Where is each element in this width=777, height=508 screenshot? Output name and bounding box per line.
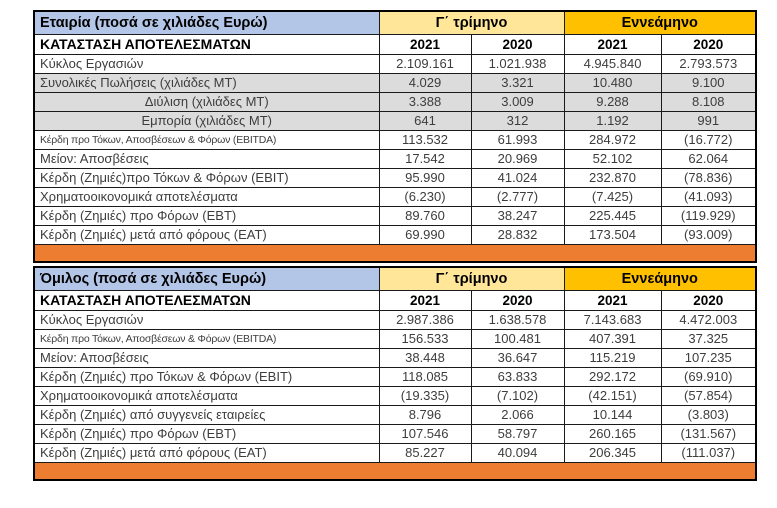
cell-value: 156.533 <box>379 329 471 348</box>
cell-value: (2.777) <box>471 187 564 206</box>
cell-value: 17.542 <box>379 149 471 168</box>
table-row <box>34 54 756 73</box>
cell-value: 2.793.573 <box>661 54 756 73</box>
cell-value: (3.803) <box>661 405 756 424</box>
table-row <box>34 111 756 130</box>
cell-value: 991 <box>661 111 756 130</box>
cell-value: 3.321 <box>471 73 564 92</box>
row-label: Κέρδη (Ζημιές) προ Τόκων & Φόρων (EBIT) <box>34 367 379 386</box>
table-row <box>34 310 756 329</box>
table-row <box>34 424 756 443</box>
cell-value: 38.247 <box>471 206 564 225</box>
cell-value: 1.638.578 <box>471 310 564 329</box>
table-row <box>34 443 756 462</box>
cell-value: 36.647 <box>471 348 564 367</box>
cell-value: (131.567) <box>661 424 756 443</box>
cell-value: 232.870 <box>564 168 661 187</box>
orange-divider <box>34 244 756 262</box>
row-label: Χρηματοοικονομικά αποτελέσματα <box>34 187 379 206</box>
table-header-row <box>34 267 756 290</box>
cell-value: 89.760 <box>379 206 471 225</box>
row-label: Κύκλος Εργασιών <box>34 54 379 73</box>
group-results-table <box>33 266 757 481</box>
table-row <box>34 386 756 405</box>
cell-value: 4.945.840 <box>564 54 661 73</box>
year-header: 2020 <box>471 34 564 54</box>
cell-value: 63.833 <box>471 367 564 386</box>
table-row <box>34 367 756 386</box>
cell-value: (41.093) <box>661 187 756 206</box>
cell-value: 641 <box>379 111 471 130</box>
cell-value: 107.235 <box>661 348 756 367</box>
cell-value: 115.219 <box>564 348 661 367</box>
cell-value: 2.066 <box>471 405 564 424</box>
cell-value: (78.836) <box>661 168 756 187</box>
cell-value: 9.100 <box>661 73 756 92</box>
cell-value: 38.448 <box>379 348 471 367</box>
cell-value: 28.832 <box>471 225 564 244</box>
year-header-row <box>34 34 756 54</box>
cell-value: (57.854) <box>661 386 756 405</box>
cell-value: 41.024 <box>471 168 564 187</box>
cell-value: 2.109.161 <box>379 54 471 73</box>
table-row <box>34 225 756 244</box>
cell-value: 206.345 <box>564 443 661 462</box>
cell-value: 95.990 <box>379 168 471 187</box>
row-label: Μείον: Αποσβέσεις <box>34 348 379 367</box>
row-label: Διύλιση (χιλιάδες ΜΤ) <box>34 92 379 111</box>
cell-value: 69.990 <box>379 225 471 244</box>
orange-divider-row <box>34 244 756 262</box>
year-header: 2020 <box>471 290 564 310</box>
cell-value: 37.325 <box>661 329 756 348</box>
row-label: Κέρδη (Ζημιές) μετά από φόρους (EAT) <box>34 443 379 462</box>
cell-value: 10.480 <box>564 73 661 92</box>
cell-value: (7.102) <box>471 386 564 405</box>
cell-value: 260.165 <box>564 424 661 443</box>
cell-value: 107.546 <box>379 424 471 443</box>
cell-value: 9.288 <box>564 92 661 111</box>
income-statement-header: ΚΑΤΑΣΤΑΣΗ ΑΠΟΤΕΛΕΣΜΑΤΩΝ <box>34 34 379 54</box>
cell-value: 8.108 <box>661 92 756 111</box>
cell-value: (119.929) <box>661 206 756 225</box>
cell-value: 8.796 <box>379 405 471 424</box>
row-label: Κέρδη προ Τόκων, Αποσβέσεων & Φόρων (EBITDA) <box>34 329 379 348</box>
row-label: Κέρδη (Ζημιές) μετά από φόρους (EAT) <box>34 225 379 244</box>
table-row <box>34 405 756 424</box>
row-label: Κέρδη (Ζημιές) από συγγενείς εταιρείες <box>34 405 379 424</box>
cell-value: (7.425) <box>564 187 661 206</box>
cell-value: (16.772) <box>661 130 756 149</box>
row-label: Συνολικές Πωλήσεις (χιλιάδες ΜΤ) <box>34 73 379 92</box>
year-header: 2020 <box>661 34 756 54</box>
cell-value: 173.504 <box>564 225 661 244</box>
cell-value: 1.021.938 <box>471 54 564 73</box>
company-results-table <box>33 10 757 263</box>
cell-value: 10.144 <box>564 405 661 424</box>
cell-value: 2.987.386 <box>379 310 471 329</box>
cell-value: 312 <box>471 111 564 130</box>
period-header-q3: Γ΄ τρίμηνο <box>379 267 564 290</box>
year-header-row <box>34 290 756 310</box>
cell-value: 225.445 <box>564 206 661 225</box>
table-row <box>34 187 756 206</box>
cell-value: (19.335) <box>379 386 471 405</box>
period-header-ninemonth: Εννεάμηνο <box>564 267 756 290</box>
orange-divider <box>34 462 756 480</box>
cell-value: (93.009) <box>661 225 756 244</box>
entity-title: Εταιρία (ποσά σε χιλιάδες Ευρώ) <box>34 11 379 34</box>
row-label: Κύκλος Εργασιών <box>34 310 379 329</box>
year-header: 2021 <box>379 34 471 54</box>
period-header-ninemonth: Εννεάμηνο <box>564 11 756 34</box>
cell-value: 61.993 <box>471 130 564 149</box>
orange-divider-row <box>34 462 756 480</box>
row-label: Εμπορία (χιλιάδες ΜΤ) <box>34 111 379 130</box>
table-row <box>34 73 756 92</box>
year-header: 2021 <box>564 34 661 54</box>
cell-value: 40.094 <box>471 443 564 462</box>
cell-value: 100.481 <box>471 329 564 348</box>
cell-value: 4.029 <box>379 73 471 92</box>
table-row <box>34 149 756 168</box>
row-label: Κέρδη (Ζημιές) προ Φόρων (EBT) <box>34 424 379 443</box>
table-row <box>34 168 756 187</box>
cell-value: 7.143.683 <box>564 310 661 329</box>
cell-value: 4.472.003 <box>661 310 756 329</box>
table-row <box>34 92 756 111</box>
cell-value: 1.192 <box>564 111 661 130</box>
period-header-q3: Γ΄ τρίμηνο <box>379 11 564 34</box>
cell-value: 3.009 <box>471 92 564 111</box>
year-header: 2021 <box>379 290 471 310</box>
entity-title: Όμιλος (ποσά σε χιλιάδες Ευρώ) <box>34 267 379 290</box>
cell-value: 3.388 <box>379 92 471 111</box>
row-label: Κέρδη (Ζημιές) προ Φόρων (EBT) <box>34 206 379 225</box>
cell-value: 62.064 <box>661 149 756 168</box>
table-header-row <box>34 11 756 34</box>
cell-value: 20.969 <box>471 149 564 168</box>
cell-value: 58.797 <box>471 424 564 443</box>
cell-value: 52.102 <box>564 149 661 168</box>
table-row <box>34 206 756 225</box>
cell-value: 113.532 <box>379 130 471 149</box>
cell-value: (6.230) <box>379 187 471 206</box>
cell-value: 85.227 <box>379 443 471 462</box>
table-row <box>34 348 756 367</box>
cell-value: (42.151) <box>564 386 661 405</box>
cell-value: 284.972 <box>564 130 661 149</box>
cell-value: (111.037) <box>661 443 756 462</box>
cell-value: 292.172 <box>564 367 661 386</box>
row-label: Χρηματοοικονομικά αποτελέσματα <box>34 386 379 405</box>
row-label: Μείον: Αποσβέσεις <box>34 149 379 168</box>
table-row <box>34 329 756 348</box>
cell-value: 407.391 <box>564 329 661 348</box>
year-header: 2020 <box>661 290 756 310</box>
year-header: 2021 <box>564 290 661 310</box>
cell-value: (69.910) <box>661 367 756 386</box>
row-label: Κέρδη προ Τόκων, Αποσβέσεων & Φόρων (EBITDA) <box>34 130 379 149</box>
cell-value: 118.085 <box>379 367 471 386</box>
row-label: Κέρδη (Ζημιές)προ Τόκων & Φόρων (EBIT) <box>34 168 379 187</box>
table-row <box>34 130 756 149</box>
income-statement-header: ΚΑΤΑΣΤΑΣΗ ΑΠΟΤΕΛΕΣΜΑΤΩΝ <box>34 290 379 310</box>
